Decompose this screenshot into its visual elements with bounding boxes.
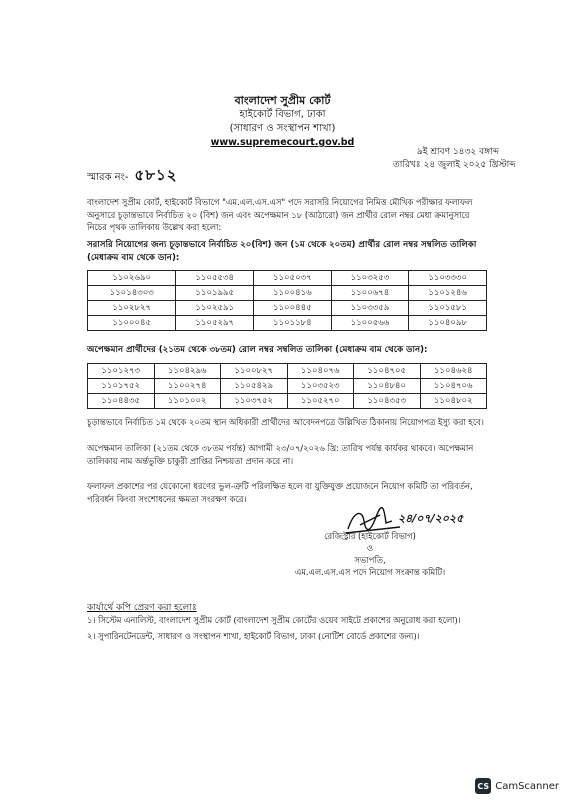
roll-number-cell: ১১০৪৭০৬ <box>420 379 487 394</box>
date-block <box>393 146 516 172</box>
date-gregorian: ২৪ জুলাই ২০২৫ খ্রিস্টাব্দ <box>423 160 516 170</box>
camscanner-logo-icon: CS <box>475 778 491 794</box>
roll-number-cell: ১১০৪২৯৬ <box>154 364 221 379</box>
selected-notice: চূড়ান্তভাবে নির্বাচিত ১ম থেকে ২০তম স্থান অধিকারী প্রার্থীদের আবেদনপত্রে উল্লিখিত ঠিকানায় নিয়োগপত্র ইস্যু করা হবে। <box>87 417 484 427</box>
roll-number-cell: ১১০২৫৯১ <box>176 301 254 316</box>
signatory-block <box>285 530 455 578</box>
table-row <box>88 379 487 394</box>
signatory-chair: সভাপতি, <box>354 555 386 565</box>
roll-number-cell: ১১০৪৭০৫ <box>354 364 421 379</box>
roll-number-cell: ১১০৩২৫৩ <box>331 271 409 286</box>
roll-number-cell: ১১০৫২৯৭ <box>176 316 254 331</box>
roll-number-cell: ১১০৫০৩৭ <box>254 271 332 286</box>
copy-item: ২। সুপারিনটেনডেন্ট, সাধারণ ও সংস্থাপন শাখা, হাইকোর্ট বিভাগ, ঢাকা (নোটিশ বোর্ডে প্রকাশের জন্য)। <box>87 631 420 641</box>
roll-number-cell: ১১০১৪৩০৩ <box>88 286 176 301</box>
result-notice: ফলাফল প্রকাশের পর যেকোনো ধরণের ভুল-ত্রুটি পরিলক্ষিত হলে বা যুক্তিযুক্ত প্রয়োজনে নিয়োগ কমিটি তা পরিবর্তন, পরিবর্ধন কিংবা সংশোধনের ক্ষমতা সংরক্ষণ করে। <box>87 481 473 504</box>
letterhead <box>0 94 565 150</box>
roll-number-cell: ১১০৪০৭৬ <box>287 364 354 379</box>
table-row <box>88 271 487 286</box>
memo-number-line <box>87 164 177 189</box>
copies-heading: কার্যার্থে কপি প্রেরণ করা হলোঃ <box>87 603 197 613</box>
roll-number-cell: ১১০০৬৭৪ <box>331 286 409 301</box>
roll-number-cell: ১১০৩৭৫২ <box>221 394 288 409</box>
date-label: তারিখঃ <box>393 160 421 170</box>
signature-date: ২৪/০৭/২০২৫ <box>398 512 464 525</box>
memo-label: স্মারক নং- <box>87 172 129 183</box>
roll-number-cell: ১১০৪৮৪০ <box>354 379 421 394</box>
roll-number-cell: ১১০৩৫২৩ <box>287 379 354 394</box>
camscanner-text: CamScanner <box>495 780 559 792</box>
roll-number-cell: ১১০০৮২৭ <box>221 364 288 379</box>
roll-number-cell: ১১০১৯৯৫ <box>176 286 254 301</box>
roll-number-cell: ১১০২৬৯০ <box>88 271 176 286</box>
roll-number-cell: ১১০৪০৯৮ <box>409 316 487 331</box>
roll-number-cell: ১১০৫৫৩৪ <box>176 271 254 286</box>
signatory-committee: এম.এল.এস.এস পদে নিয়োগ সংক্রান্ত কমিটি। <box>294 567 446 577</box>
roll-number-cell: ১১০৩৩৩০ <box>409 271 487 286</box>
roll-number-cell: ১১০১২৭৩ <box>88 364 155 379</box>
date-bangla: ৯ই শ্রাবণ ১৪৩২ বঙ্গাব্দ <box>417 147 499 157</box>
signatory-title: রেজিস্ট্রার (হাইকোর্ট বিভাগ) <box>324 531 416 541</box>
selected-list-title: সরাসরি নিয়োগের জন্য চূড়ান্তভাবে নির্বাচিত ২০(বিশ) জন (১ম থেকে ২০তম) প্রার্থীর রোল নম্বর সম্বলিত তালিকা (মেধাক্রম বাম থেকে ডান): <box>87 240 477 263</box>
roll-number-cell: ১১০৫৪২৯ <box>221 379 288 394</box>
camscanner-watermark <box>475 778 559 794</box>
roll-number-cell: ১১০০৪১৬ <box>254 286 332 301</box>
signatory-conj: ও <box>366 543 374 553</box>
table-row <box>88 394 487 409</box>
roll-number-cell: ১১০০২৭৪ <box>154 379 221 394</box>
roll-number-cell: ১১০৪৬২৪ <box>420 364 487 379</box>
table-row <box>88 286 487 301</box>
waiting-list-title: অপেক্ষমান প্রার্থীদের (২১তম থেকে ৩৮তম) রোল নম্বর সম্বলিত তালিকা (মেধাক্রম বাম থেকে ডান): <box>87 345 428 355</box>
waiting-roll-table <box>87 363 487 409</box>
roll-number-cell: ১১০১০০২ <box>154 394 221 409</box>
org-name: বাংলাদেশ সুপ্রীম কোর্ট <box>234 94 331 107</box>
selected-roll-table <box>87 270 487 331</box>
table-row <box>88 316 487 331</box>
roll-number-cell: ১১০৫২৭০ <box>287 394 354 409</box>
roll-number-cell: ১১০১১৮৪ <box>254 316 332 331</box>
division-name: হাইকোর্ট বিভাগ, ঢাকা <box>239 109 326 120</box>
table-row <box>88 301 487 316</box>
roll-number-cell: ১১০৩৩৫৯ <box>331 301 409 316</box>
roll-number-cell: ১১০১২৪৬ <box>409 286 487 301</box>
roll-number-cell: ১১০০৫৬৬ <box>331 316 409 331</box>
branch-name: (সাধারণ ও সংস্থাপন শাখা) <box>229 123 336 134</box>
copy-item: ১। সিস্টেম এনালিস্ট, বাংলাদেশ সুপ্রীম কোর্ট (বাংলাদেশ সুপ্রীম কোর্টের ওয়েব সাইটে প্রকাশের অনুরোধ করা হলো)। <box>87 615 461 625</box>
memo-number: ৫৮১২ <box>134 166 178 184</box>
roll-number-cell: ১১০৪৩৫৩ <box>354 394 421 409</box>
table-row <box>88 364 487 379</box>
website-link[interactable]: www.supremecourt.gov.bd <box>210 137 355 148</box>
roll-number-cell: ১১০৪৮০২ <box>420 394 487 409</box>
roll-number-cell: ১১০০০৪৫ <box>88 316 176 331</box>
roll-number-cell: ১১০১৭৫২ <box>88 379 155 394</box>
roll-number-cell: ১১০৪৪৩৫ <box>88 394 155 409</box>
intro-paragraph: বাংলাদেশ সুপ্রীম কোর্ট, হাইকোর্ট বিভাগে "এম.এল.এস.এস" পদে সরাসরি নিয়োগের নিমিত্ত মৌখিক পরীক্ষার ফলাফল অনুসারে চূড়ান্তভাবে নির্বাচিত ২০ (বিশ) জন এবং অপেক্ষমান ১৮ (আঠারো) জন প্রার্থীর রোল নম্বর মেধা ক্রমানুসারে নিচের পৃথক তালিকায় উল্লেখ করা হলো: <box>87 197 473 232</box>
roll-number-cell: ১১০০৪৪৫ <box>254 301 332 316</box>
roll-number-cell: ১১০২৮২৭ <box>88 301 176 316</box>
waiting-notice: অপেক্ষমান তালিকা (২১তম থেকে ৩৮তম পর্যন্ত) আগামী ২৩/০৭/২০২৬ খ্রি: তারিখ পর্যন্ত কার্যকর থাকবে। অপেক্ষমান তালিকায় নাম অর্ন্তভুক্তি চাকুরী প্রাপ্তির নিশ্চয়তা প্রদান করে না। <box>87 443 474 466</box>
roll-number-cell: ১১০১৫৮১ <box>409 301 487 316</box>
